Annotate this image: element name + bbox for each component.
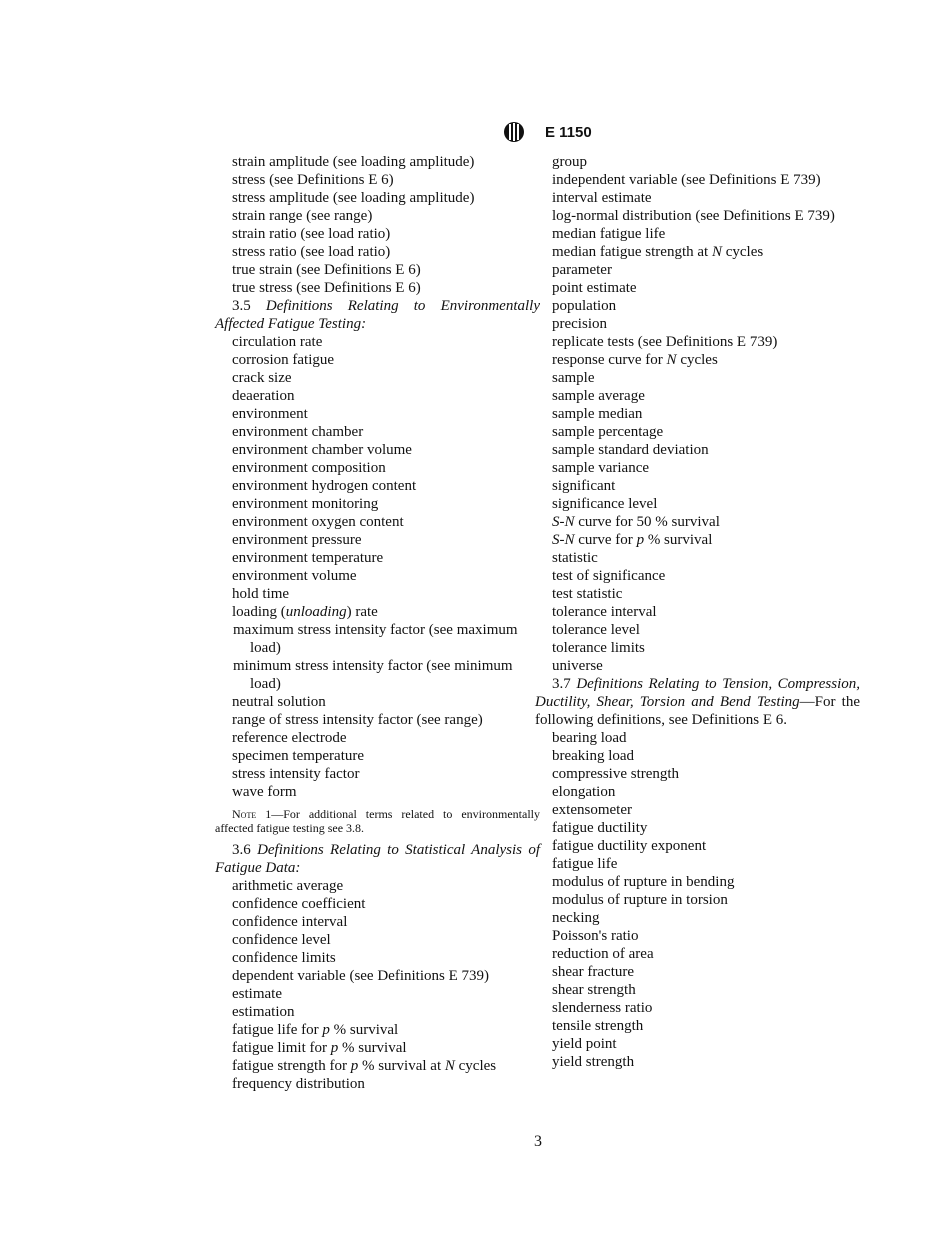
term-text: fatigue strength for: [232, 1058, 351, 1074]
term-item: modulus of rupture in bending: [552, 874, 735, 890]
term-item: interval estimate: [552, 190, 652, 206]
term-item: log-normal distribution (see Definitions E 739): [552, 208, 835, 224]
term-item: [535, 243, 860, 261]
term-item: [535, 351, 860, 369]
section-title: Definitions Relating to Statistical Analysis of Fatigue Data:: [215, 842, 540, 876]
term-item: dependent variable (see Definitions E 739): [232, 968, 489, 984]
term-item: true strain (see Definitions E 6): [232, 262, 421, 278]
term-item: environment monitoring: [232, 496, 379, 512]
term-list: [535, 549, 860, 675]
term-item: parameter: [552, 262, 612, 278]
term-item: tensile strength: [552, 1018, 644, 1034]
term-item: [535, 531, 860, 549]
term-item: minimum stress intensity factor (see minimum load): [233, 658, 513, 692]
term-item: stress amplitude (see loading amplitude): [232, 190, 475, 206]
term-item: [215, 1021, 540, 1039]
term-list: [535, 261, 860, 351]
term-list: [215, 877, 540, 1021]
term-item: environment hydrogen content: [232, 478, 417, 494]
term-item: replicate tests (see Definitions E 739): [552, 334, 778, 350]
term-italic: p: [330, 1040, 339, 1056]
term-list: [215, 1075, 540, 1093]
term-item: bearing load: [552, 730, 627, 746]
astm-logo-icon: [503, 120, 525, 144]
term-item: reference electrode: [232, 730, 347, 746]
term-item: tolerance level: [552, 622, 640, 638]
term-italic: N: [666, 352, 677, 368]
term-item: necking: [552, 910, 600, 926]
term-item: tolerance interval: [552, 604, 657, 620]
term-text: % survival at: [358, 1058, 445, 1074]
term-item: hold time: [232, 586, 290, 602]
term-item: elongation: [552, 784, 616, 800]
page-number: 3: [534, 1133, 542, 1150]
term-item: [215, 1057, 540, 1075]
term-text: % survival: [338, 1040, 407, 1056]
term-list: [535, 729, 860, 1071]
term-item: fatigue ductility exponent: [552, 838, 707, 854]
standard-designation: E 1150: [545, 123, 592, 141]
term-item: stress ratio (see load ratio): [232, 244, 391, 260]
left-column: [215, 153, 540, 1093]
term-item: environment temperature: [232, 550, 384, 566]
term-item: specimen temperature: [232, 748, 365, 764]
term-item: yield strength: [552, 1054, 635, 1070]
term-item: significant: [552, 478, 616, 494]
term-item: crack size: [232, 370, 292, 386]
term-text: cycles: [721, 244, 764, 260]
term-item: population: [552, 298, 617, 314]
section-title: Definitions Relating to Tension, Compression, Ductility, Shear, Torsion and Bend Testing: [535, 676, 861, 710]
term-item: circulation rate: [232, 334, 323, 350]
term-italic: N: [444, 1058, 455, 1074]
term-item: tolerance limits: [552, 640, 645, 656]
term-item: estimate: [232, 986, 282, 1002]
term-item: stress intensity factor: [232, 766, 360, 782]
section-number: 3.7: [552, 676, 571, 692]
term-item: reduction of area: [552, 946, 654, 962]
term-item: wave form: [232, 784, 297, 800]
term-list: [215, 153, 540, 297]
term-item: extensometer: [552, 802, 632, 818]
term-item: confidence level: [232, 932, 331, 948]
term-item: fatigue life: [552, 856, 618, 872]
term-item: environment pressure: [232, 532, 362, 548]
term-item: universe: [552, 658, 603, 674]
term-text: response curve for: [552, 352, 667, 368]
term-item: yield point: [552, 1036, 617, 1052]
term-item: test statistic: [552, 586, 623, 602]
term-item: Poisson's ratio: [552, 928, 639, 944]
term-list: [215, 693, 540, 801]
section-3-7: [535, 675, 860, 729]
term-item: true stress (see Definitions E 6): [232, 280, 421, 296]
term-italic: p: [322, 1022, 330, 1038]
term-item: sample percentage: [552, 424, 664, 440]
term-item: median fatigue life: [552, 226, 666, 242]
term-item: sample standard deviation: [552, 442, 709, 458]
term-italic: p: [636, 532, 645, 548]
term-item: breaking load: [552, 748, 635, 764]
right-column: [535, 153, 860, 1071]
term-item: [215, 1039, 540, 1057]
term-item: slenderness ratio: [552, 1000, 653, 1016]
term-item: range of stress intensity factor (see range): [232, 712, 483, 728]
term-item: sample average: [552, 388, 645, 404]
term-text: loading (: [232, 604, 286, 620]
term-text: % survival: [329, 1022, 399, 1038]
term-item: frequency distribution: [232, 1076, 365, 1092]
term-item: neutral solution: [232, 694, 326, 710]
note-text: —For additional terms related to environmentally affected fatigue testing see 3.8.: [215, 807, 540, 835]
term-italic: unloading: [285, 604, 347, 620]
term-item: shear strength: [552, 982, 636, 998]
term-text: median fatigue strength at: [552, 244, 712, 260]
term-list: [215, 333, 540, 603]
term-item: environment composition: [232, 460, 386, 476]
term-item: sample median: [552, 406, 643, 422]
term-item: statistic: [552, 550, 598, 566]
term-item: strain ratio (see load ratio): [232, 226, 391, 242]
term-item: maximum stress intensity factor (see maximum load): [233, 622, 518, 656]
term-item: arithmetic average: [232, 878, 344, 894]
term-list: [535, 153, 860, 243]
term-item: strain amplitude (see loading amplitude): [232, 154, 475, 170]
section-3-6: [215, 841, 540, 877]
section-number: 3.5: [232, 298, 251, 314]
term-item: confidence interval: [232, 914, 348, 930]
term-text: curve for: [574, 532, 637, 548]
term-item: deaeration: [232, 388, 295, 404]
term-item: compressive strength: [552, 766, 680, 782]
term-item: significance level: [552, 496, 658, 512]
term-item: strain range (see range): [232, 208, 373, 224]
note-label: Note 1: [232, 807, 272, 821]
term-text: cycles: [454, 1058, 497, 1074]
note-1: [215, 807, 540, 835]
term-item: precision: [552, 316, 607, 332]
term-item: sample: [552, 370, 595, 386]
term-item: environment volume: [232, 568, 357, 584]
page-header: [503, 120, 592, 144]
section-title: Definitions Relating to Environmentally Affected Fatigue Testing:: [215, 298, 540, 332]
term-item: shear fracture: [552, 964, 635, 980]
term-item: sample variance: [552, 460, 650, 476]
term-italic: p: [350, 1058, 359, 1074]
term-text: % survival: [644, 532, 713, 548]
term-item: environment chamber: [232, 424, 364, 440]
term-item: point estimate: [552, 280, 637, 296]
term-text: fatigue limit for: [232, 1040, 331, 1056]
term-list: [535, 369, 860, 513]
term-item: environment chamber volume: [232, 442, 412, 458]
term-item: [215, 603, 540, 621]
term-item: modulus of rupture in torsion: [552, 892, 728, 908]
term-item: test of significance: [552, 568, 666, 584]
term-italic: S-N: [552, 514, 575, 530]
term-item: confidence coefficient: [232, 896, 366, 912]
term-item: independent variable (see Definitions E 739): [552, 172, 821, 188]
section-text: —For the following definitions, see Definitions E 6.: [535, 694, 860, 728]
section-number: 3.6: [232, 842, 251, 858]
term-item: group: [552, 154, 587, 170]
term-item: environment oxygen content: [232, 514, 404, 530]
term-italic: N: [711, 244, 722, 260]
term-item: fatigue ductility: [552, 820, 648, 836]
term-item: environment: [232, 406, 308, 422]
term-text: cycles: [676, 352, 718, 368]
section-3-5: [215, 297, 540, 333]
term-item: corrosion fatigue: [232, 352, 335, 368]
term-text: fatigue life for: [232, 1022, 323, 1038]
term-item: confidence limits: [232, 950, 336, 966]
term-text: curve for 50 % survival: [574, 514, 720, 530]
term-item: [535, 513, 860, 531]
term-item: estimation: [232, 1004, 295, 1020]
term-item: stress (see Definitions E 6): [232, 172, 394, 188]
term-text: ) rate: [346, 604, 378, 620]
term-italic: S-N: [552, 532, 575, 548]
